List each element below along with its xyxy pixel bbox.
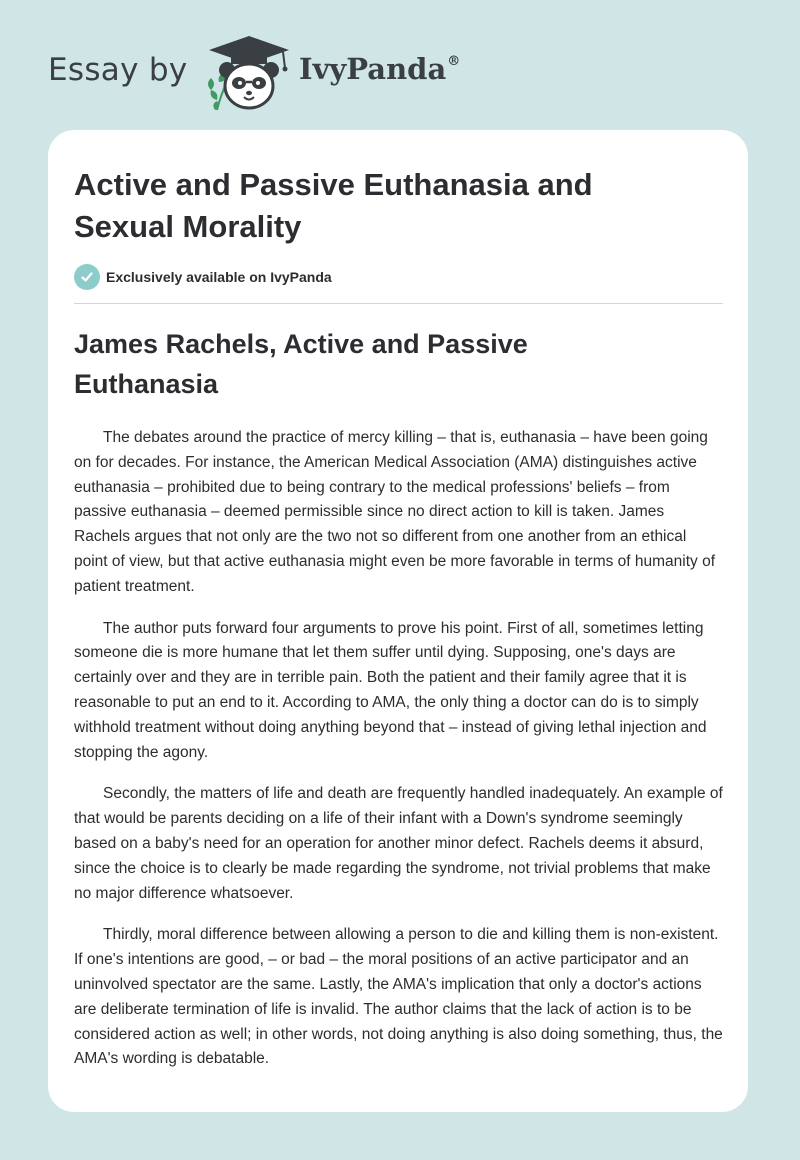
paragraph: The debates around the practice of mercy killing – that is, euthanasia – have been going on for decades. For instance, the American Medical Association (AMA) distinguishes active euthanasia – prohibited due to being contrary to the medical professions' beliefs – from passive euthanasia – deemed permissible since no direct action to kill is taken. James Rachels argues that not only are the two not so different from one another from an ethical point of view, but that active euthanasia might even be more favorable in terms of humanity of patient treatment. [74,429,716,595]
article-body [74,426,724,1089]
paragraph: Secondly, the matters of life and death are frequently handled inadequately. An example of that would be parents deciding on a life of their infant with a Down's syndrome seemingly based on a baby's need for an operation for another minor defect. Rachels deems it absurd, since the choice is to clearly be made regarding the syndrome, not trivial problems that make no major difference whatsoever. [74,785,723,902]
divider [74,303,723,304]
brand-name-text: IvyPanda [299,52,447,86]
panda-graduate-logo-icon[interactable] [203,34,295,112]
exclusive-badge-text: Exclusively available on IvyPanda [106,269,332,285]
paragraph: Thirdly, moral difference between allowing a person to die and killing them is non-existent. If one's intentions are good, – or bad – the moral positions of an active participator and an uninvolved spectator are the same. Lastly, the AMA's implication that only a doctor's actions are deliberate termination of life is invalid. The author claims that the lack of action is to be considered action as well; in other words, not doing anything is also doing something, thus, the AMA's wording is debatable. [74,926,723,1068]
site-header [48,34,548,112]
brand-name[interactable] [299,52,459,86]
section-heading: James Rachels, Active and Passive Euthanasia [74,329,528,399]
check-circle-icon [74,264,100,290]
registered-mark: ® [447,54,461,69]
essay-by-label: Essay by [48,52,188,88]
exclusive-badge [74,263,332,291]
paragraph: The author puts forward four arguments to prove his point. First of all, sometimes letting someone die is more humane that let them suffer until dying. Supposing, one's days are certainly over and they are in terrible pain. Both the patient and their family agree that it is reasonable to put an end to it. According to AMA, the only thing a doctor can do is to simply withhold treatment without doing anything beyond that – instead of giving lethal injection and stopping the agony. [74,619,707,761]
page-title: Active and Passive Euthanasia and Sexual Morality [74,167,593,244]
article-card [48,130,748,1112]
